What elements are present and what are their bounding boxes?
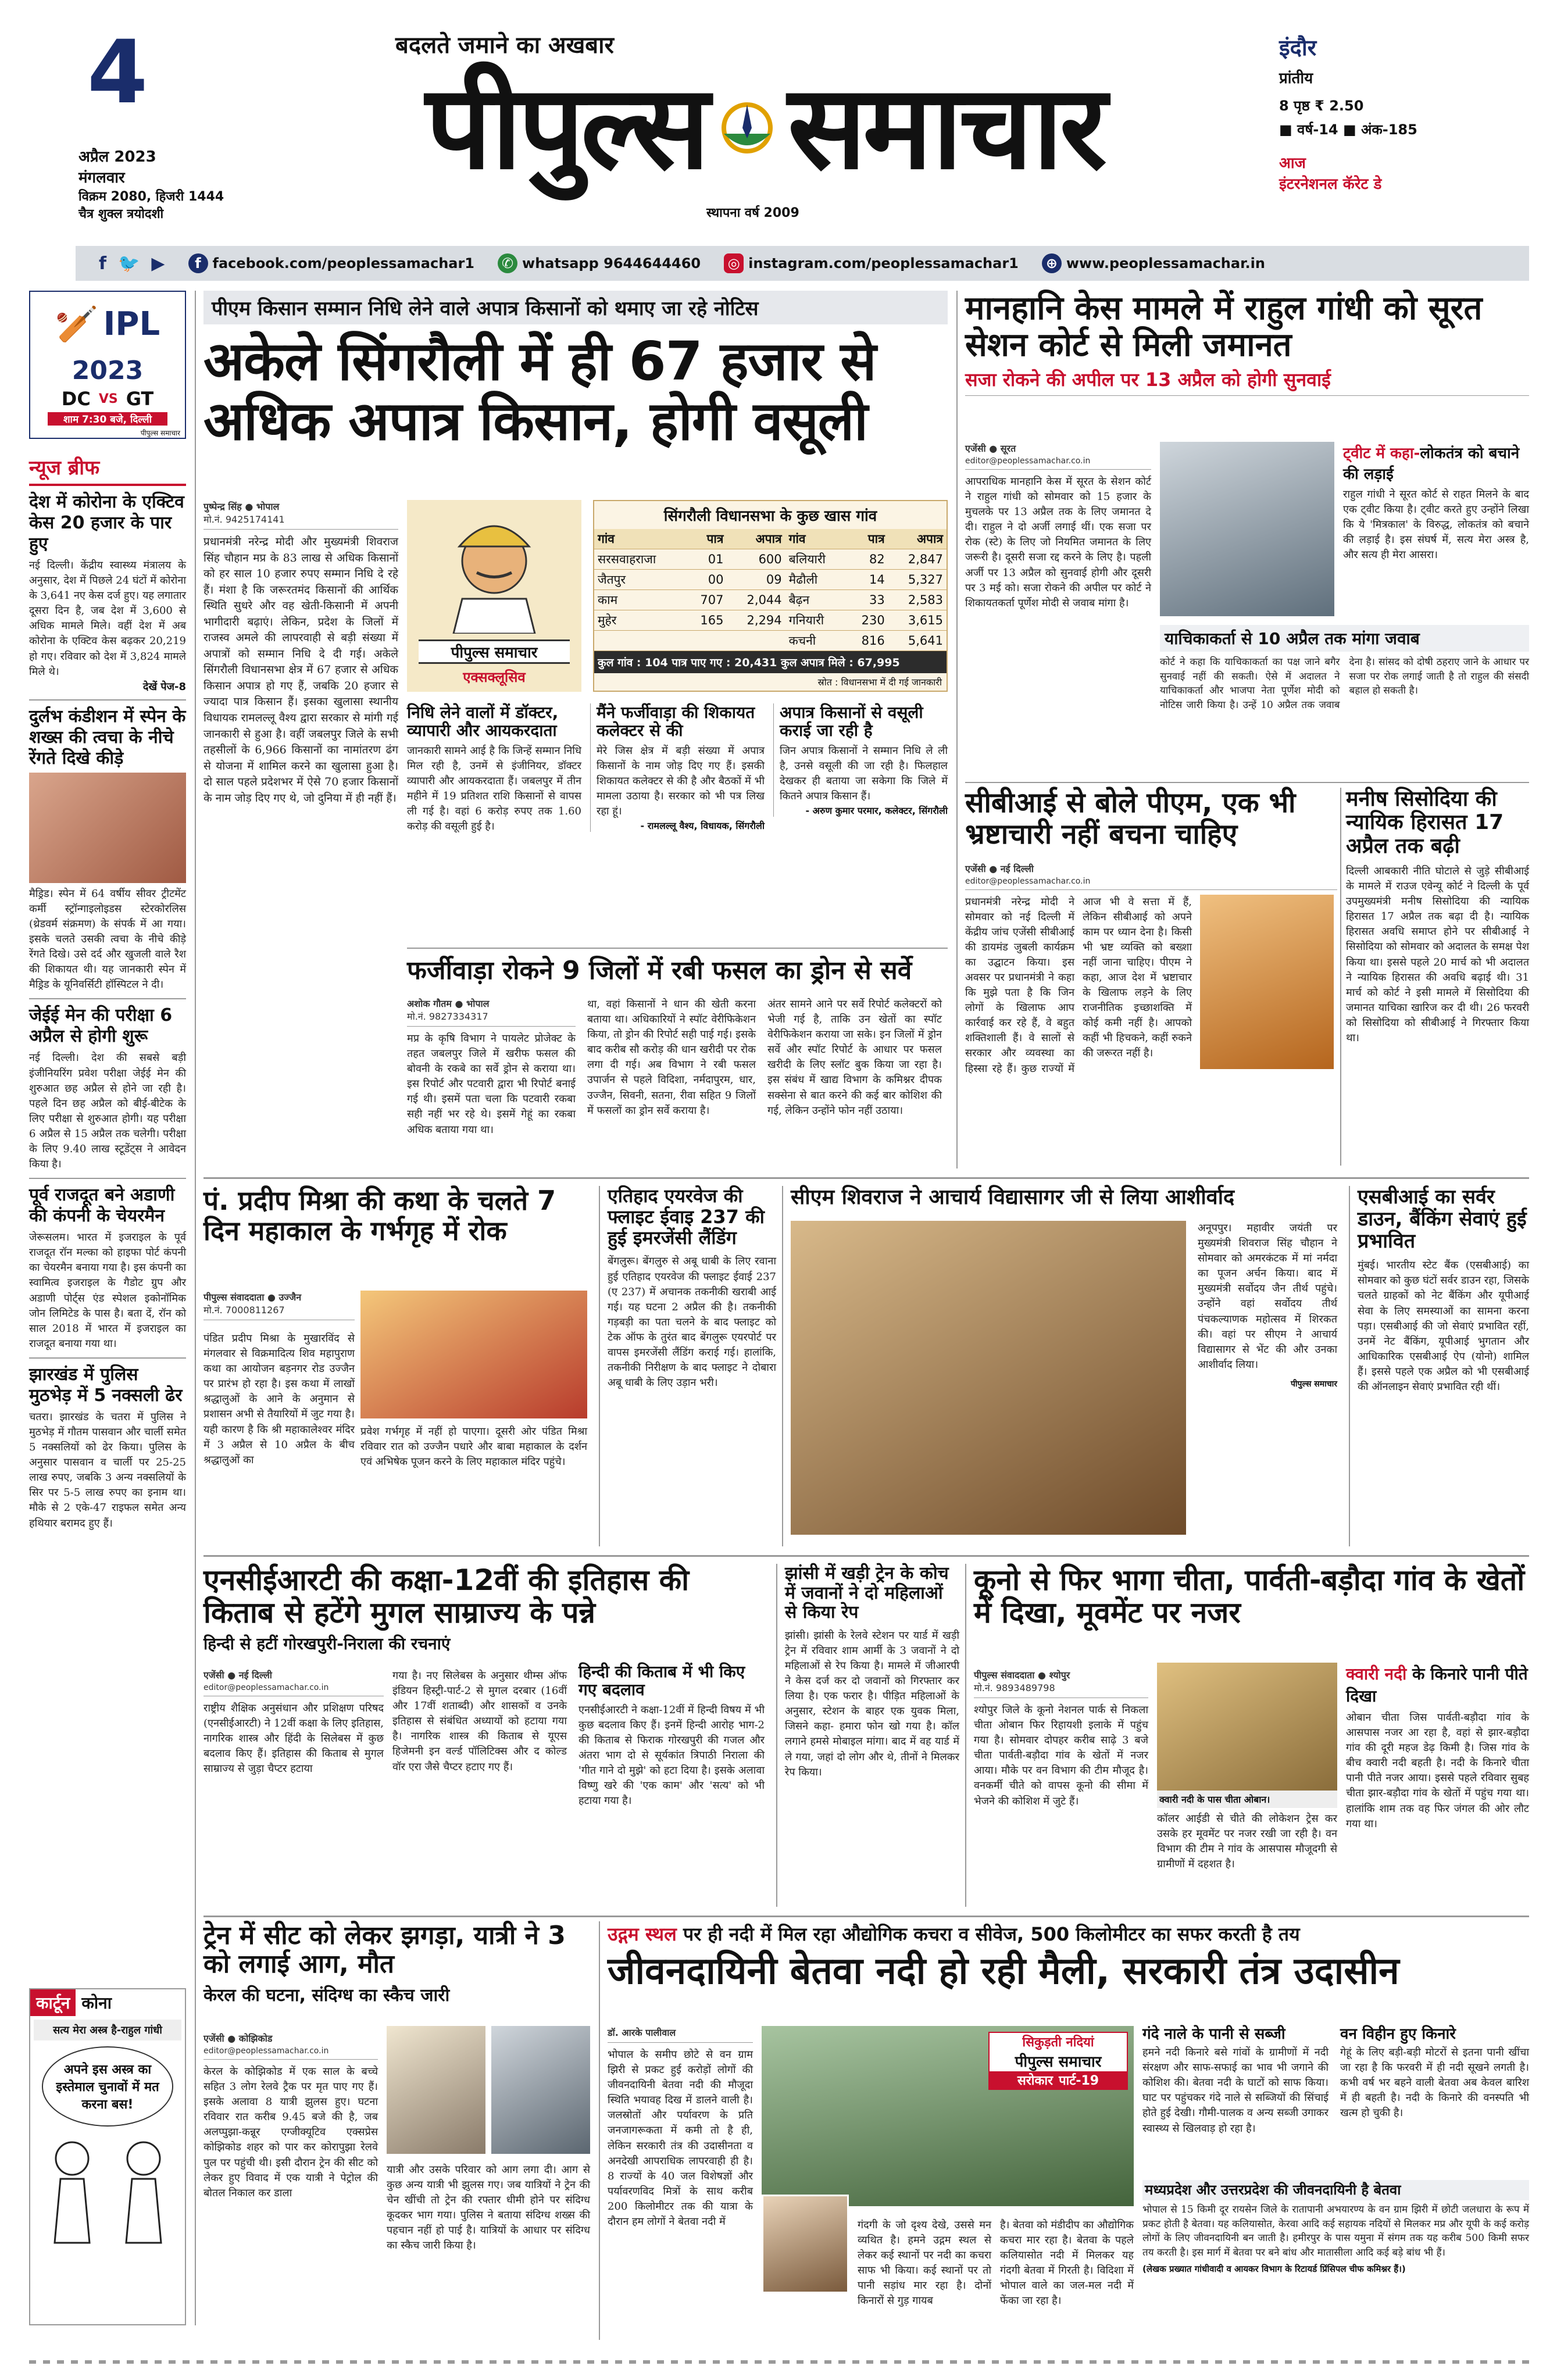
cheetah-photo bbox=[1157, 1663, 1337, 1791]
tagline: बदलते जमाने का अखबार bbox=[395, 32, 614, 59]
edition-price: 8 पृष्ठ ₹ 2.50 bbox=[1279, 98, 1364, 114]
drone-col1-text: मप्र के कृषि विभाग ने पायलेट प्रोजेक्ट के तहत जबलपुर जिले में खरीफ फसल की बोवनी के रकबे का सर्वे ड्रोन से कराया था। इस रिपोर्ट और पटवारी द्वारा भी रिपोर्ट बनाई गई थी। इसमें पता चला कि पटवारी रकबा सही नहीं भर रहे थे। इसमें गेहूं का रकबा अधिक बताया गया था। bbox=[407, 1032, 576, 1136]
cartoon-caption: सत्य मेरा अस्त्र है-राहुल गांधी bbox=[34, 2020, 181, 2040]
table-row bbox=[594, 631, 947, 651]
column-divider bbox=[599, 1921, 600, 2340]
rahul-article bbox=[965, 291, 1529, 779]
edition-type: प्रांतीय bbox=[1279, 70, 1313, 87]
column-divider bbox=[965, 1564, 966, 1907]
table-cell: बलियारी bbox=[785, 549, 847, 570]
train-col1-text: केरल के कोझिकोड में एक साल के बच्चे सहित 3 लोग रेलवे ट्रैक पर मृत पाए गए हैं। इसके अलावा 8 यात्री झुलस हुए। घटना रविवार रात करीब 9.45 बजे की है, जब अलप्पुझा-कन्नूर एग्जीक्यूटिव एक्सप्रेस कोझिकोड शहर को पार कर कोरापुझा रेलवे पुल पर पहुंची थी। इसी दौरान ट्रेन की सीट को लेकर हुए विवाद में एक यात्री ने पेट्रोल की बोतल निकाल कर डाला bbox=[203, 2065, 378, 2199]
twitter-icon[interactable]: 🐦 bbox=[118, 253, 140, 274]
table-cell: 707 bbox=[685, 590, 727, 610]
betwa-side1-title: गंदे नाले के पानी से सब्जी bbox=[1142, 2025, 1285, 2043]
table-cell: बैढ़न bbox=[785, 590, 847, 610]
train-subhead: केरल की घटना, संदिग्ध का स्कैच जारी bbox=[203, 1985, 450, 2006]
rahul-text bbox=[965, 442, 1151, 611]
whatsapp-link-text: whatsapp 9644644460 bbox=[522, 255, 701, 271]
betwa-col-1 bbox=[608, 2026, 753, 2229]
rahul-tweet-box bbox=[1343, 442, 1529, 563]
column-divider bbox=[195, 291, 196, 2325]
betwa-side3-title: मध्यप्रदेश और उत्तरप्रदेश की जीवनदायिनी है बेतवा bbox=[1142, 2180, 1529, 2200]
betwa-body-2: गंदगी के जो दृश्य देखे, उससे मन व्यथित है। हमने उद्गम स्थल से लेकर कई स्थानों पर नदी का कचरा साफ भी किया। कई स्थानों पर तो पानी सड़ांध मार रहा है। दोनों किनारों से गुड़ गायब bbox=[858, 2219, 991, 2307]
brief-item bbox=[29, 999, 186, 1179]
cartoon-label-2: कोना bbox=[81, 1993, 112, 2013]
column-divider bbox=[599, 1186, 600, 1546]
masthead-date: अप्रैल 2023 bbox=[78, 148, 156, 166]
betwa-kicker bbox=[608, 1921, 1529, 1946]
ncert-col1-text: राष्ट्रीय शैक्षिक अनुसंधान और प्रशिक्षण परिषद (एनसीईआरटी) ने 12वीं कक्षा के लिए इतिहास, नागरिक शास्त्र और हिंदी के सिलेबस में कुछ बदलाव किए हैं। इतिहास की किताब से मुगल साम्राज्य से जुड़ा चैप्टर हटाया bbox=[203, 1702, 384, 1775]
column-divider bbox=[776, 1564, 777, 1907]
kuno-byline bbox=[974, 1668, 1148, 1698]
kisan-sub3 bbox=[773, 703, 948, 817]
ipl-team1: DC bbox=[61, 388, 91, 410]
logo-right-word: समाचार bbox=[787, 60, 1104, 195]
drone-col-1 bbox=[407, 997, 576, 1138]
website-link-text: www.peoplessamachar.in bbox=[1066, 255, 1265, 271]
kisan-sub3-body: जिन अपात्र किसानों ने सम्मान निधि ले ली है, उनसे वसूली की जा रही है। फिलहाल देखकर ही बताया जा सकेगा कि जिले में कितने अपात्र किसान हैं। bbox=[780, 744, 948, 802]
pen-emblem-icon bbox=[712, 93, 782, 163]
table-row bbox=[594, 610, 947, 631]
kuno-byline-name: पीपुल्स संवाददाता ● श्योपुर bbox=[974, 1670, 1070, 1681]
today-event: इंटरनेशनल कॅरेट डे bbox=[1279, 176, 1382, 193]
betwa-kicker-red: उद्गम स्थल bbox=[608, 1923, 677, 1945]
cbi-byline bbox=[965, 862, 1337, 890]
divider bbox=[407, 948, 948, 949]
shivraj-credit: पीपुल्स समाचार bbox=[1290, 1379, 1337, 1389]
brief-item bbox=[29, 486, 186, 701]
rahul-byline-name: एजेंसी ● सूरत bbox=[965, 443, 1016, 454]
village-table-total: कुल गांव : 104 पात्र पाए गए : 20,431 कुल अपात्र मिले : 67,995 bbox=[594, 651, 947, 673]
news-brief-column bbox=[29, 453, 186, 1537]
kuno-article bbox=[974, 1564, 1529, 1907]
table-cell: 5,327 bbox=[888, 570, 947, 590]
train-col2-text: यात्री और उसके परिवार को आग लगा दी। आग से कुछ अन्य यात्री भी झुलस गए। जब यात्रियों ने ट्रेन की चेन खींची तो ट्रेन की रफ्तार धीमी होने पर संदिग्ध कूदकर भाग गया। पुलिस ने बताया संदिग्ध शख्स की पहचान नहीं हो पाई है। यात्रियों के आधार पर संदिग्ध का स्कैच जारी किया है। bbox=[387, 2164, 590, 2252]
globe-icon: ⊕ bbox=[1042, 253, 1062, 273]
drone-col3-text: अंतर सामने आने पर सर्वे रिपोर्ट कलेक्टरों को भेजी गई है, ताकि उन खेतों का स्पॉट वेरीफिकेशन कराया जा सके। इन जिलों में ड्रोन सर्वे और स्पॉट रिपोर्ट के आधार पर फसल खरीदी के लिए स्लॉट बुक किया जा रहा है। इस संबंध में खाद्य विभाग के कमिश्नर दीपक सक्सेना से बात करने की कई बार कोशिश की गई, लेकिन उन्होंने फोन नहीं उठाया। bbox=[767, 998, 942, 1117]
table-row bbox=[594, 549, 947, 570]
cartoon-figure-right-icon bbox=[115, 2138, 173, 2249]
brief-title: पूर्व राजदूत बने अडाणी की कंपनी के चेयरमैन bbox=[29, 1185, 175, 1227]
divider bbox=[203, 1177, 1529, 1179]
train-email: editor@peoplessamachar.co.in bbox=[203, 2046, 329, 2056]
shivraj-text bbox=[1198, 1221, 1337, 1389]
table-header-cell: अपात्र bbox=[727, 529, 785, 549]
kuno-byline-mobile: मो.नं. 9893489798 bbox=[974, 1682, 1055, 1693]
ipl-player-icon: 🏏 bbox=[55, 303, 99, 345]
village-table-header bbox=[594, 529, 947, 549]
brief-title: झारखंड में पुलिस मुठभेड़ में 5 नक्सली ढेर bbox=[29, 1364, 183, 1406]
kuno-sidebar-title-red: क्वारी नदी bbox=[1346, 1664, 1407, 1684]
brief-title: देश में कोरोना के एक्टिव केस 20 हजार के पार हुए bbox=[29, 492, 184, 554]
betwa-side1-body: हमने नदी किनारे बसे गांवों के ग्रामीणों में नदी संरक्षण और साफ-सफाई का भाव भी जगाने की कोशिश की। बेतवा नदी के घाटों को साफ किया। घाट पर पहुंचकर गंदे नाले से सब्जियों की सिंचाई होते हुई देखी। गौमी-पालक व अन्य सब्जी उगाकर स्वास्थ्य से खिलवाड़ हो रहा है। bbox=[1142, 2046, 1329, 2135]
edition-block bbox=[1279, 32, 1523, 194]
betwa-photo-block bbox=[762, 2026, 1134, 2206]
edition-city: इंदौर bbox=[1279, 35, 1317, 60]
kuno-col-1 bbox=[974, 1668, 1148, 1809]
divider bbox=[203, 1555, 1529, 1557]
page-bottom-rule bbox=[29, 2360, 1529, 2364]
table-cell bbox=[727, 631, 785, 651]
betwa-headline: जीवनदायिनी बेतवा नदी हो रही मैली, सरकारी तंत्र उदासीन bbox=[608, 1950, 1399, 1993]
skin-worm-photo bbox=[29, 773, 186, 883]
table-cell bbox=[685, 631, 727, 651]
betwa-side-1 bbox=[1142, 2026, 1329, 2136]
pradeep-byline-name: पीपुल्स संवाददाता ● उज्जैन bbox=[203, 1292, 302, 1303]
kuno-sidebar-body: ओबान चीता जिस पार्वती-बड़ौदा गांव के आसपास नजर आ रहा है, वहां से झार-बड़ौदा गांव की दूरी महज डेढ़ किमी है। जिस गांव के बीच क्वारी नदी बहती है। नदी के किनारे चीता पानी पीते नजर आया। इससे पहले रविवार सुबह चीता झार-बड़ौदा गांव के खेतों में पहुंच गया था। हालांकि शाम तक वह फिर जंगल की ओर लौट गया था। bbox=[1346, 1711, 1529, 1830]
table-row bbox=[594, 570, 947, 590]
table-cell: मैढौली bbox=[785, 570, 847, 590]
brief-item bbox=[29, 1179, 186, 1359]
whatsapp-icon: ✆ bbox=[498, 253, 517, 273]
table-header-cell: पात्र bbox=[685, 529, 727, 549]
cartoon-label: कार्टून bbox=[30, 1989, 76, 2016]
ncert-col2-text: गया है। नए सिलेबस के अनुसार थीम्स ऑफ इंडियन हिस्ट्री-पार्ट-2 से मुगल दरबार (16वीं और 17वीं शताब्दी) और शासकों व उनके इतिहास से संबंधित अध्यायों को हटाया गया है। नागरिक शास्त्र की किताब से यूएस हिजेमनी इन वर्ल्ड पॉलिटिक्स और द कोल्ड वॉर एरा जैसे चैप्टर हटाए गए हैं। bbox=[392, 1670, 567, 1773]
modi-photo bbox=[1200, 895, 1334, 1069]
rahul-photo bbox=[1160, 442, 1334, 616]
divider bbox=[203, 1916, 1529, 1917]
ncert-article bbox=[203, 1564, 767, 1907]
kisan-sub1-body: जानकारी सामने आई है कि जिन्हें सम्मान निधि मिल रही है, उनमें से इंजीनियर, डॉक्टर व्यापारी और आयकरदाता हैं। जबलपुर में तीन महीने में 19 प्रतिशत राशि किसानों से वापस ली गई है। वहां 6 करोड़ रुपए तक 1.60 करोड़ की वसूली हुई है। bbox=[407, 744, 581, 833]
table-cell: जैतपुर bbox=[594, 570, 685, 590]
kisan-sub2-body: मेरे जिस क्षेत्र में बड़ी संख्या में अपात्र किसानों के नाम जोड़ दिए गए हैं। इसकी शिकायत कलेक्टर से की है और बैठकों में भी मामला उठाया है। सरकार को भी पत्र लिख रहा हूं। bbox=[597, 744, 765, 818]
brief-body: चतरा। झारखंड के चतरा में पुलिस ने मुठभेड़ में गौतम पासवान और चार्ली समेत 5 नक्सलियों को ढेर किया। पुलिस के अनुसार पासवान व चार्ली पर 25-25 लाख रुपए, जबकि 3 अन्य नक्सलियों के सिर पर 5-5 लाख रुपए का इनाम था। मौके से 2 एके-47 राइफल समेत अन्य हथियार बरामद हुए हैं। bbox=[29, 1410, 186, 1530]
ipl-vs: VS bbox=[98, 391, 118, 406]
table-cell: 14 bbox=[846, 570, 888, 590]
rahul-box bbox=[1160, 625, 1529, 713]
table-cell: 09 bbox=[727, 570, 785, 590]
jhansi-body: झांसी। झांसी के रेलवे स्टेशन पर यार्ड में खड़ी ट्रेन में रविवार शाम आर्मी के 3 जवानों ने दो महिलाओं से रेप किया है। मामले में जीआरपी ने केस दर्ज कर दो जवानों को गिरफ्तार कर लिया है। एक फरार है। पीड़ित महिलाओं के अनुसार, स्टेशन के बाहर एक युवक मिला, जिसने कहा- हमारा फोन खो गया है। कॉल लगाने हमसे मोबाइल मांगा। बाद में वह यार्ड में ले गया, जहां दो लोग और थे, तीनों ने मिलकर रेप किया। bbox=[785, 1629, 959, 1778]
facebook-icon[interactable]: f bbox=[99, 253, 107, 274]
masthead-day: मंगलवार bbox=[78, 169, 125, 187]
table-header-cell: गांव bbox=[785, 529, 847, 549]
kuno-photo-block bbox=[1157, 1663, 1337, 1872]
cbi-byline-name: एजेंसी ● नई दिल्ली bbox=[965, 863, 1034, 874]
kuno-body-2: कॉलर आईडी से चीते की लोकेशन ट्रेस कर उसके हर मूवमेंट पर नजर रखी जा रही है। वन विभाग की टीम ने गांव के आसपास मौजूदगी से ग्रामीणों में दहशत है। bbox=[1157, 1813, 1337, 1871]
column-divider bbox=[956, 291, 958, 1168]
train-article bbox=[203, 1921, 593, 2340]
brief-body: जेरूसलम। भारत में इजराइल के पूर्व राजदूत रॉन मल्का को हाइफा पोर्ट कंपनी का चेयरमैन बनाया गया है। इस कंपनी का स्वामित्व इजराइल के गैडोट ग्रुप और अडाणी पोर्ट्स एंड स्पेशल इकोनॉमिक जोन लिमिटेड के पास है। बता दें, रॉन को साल 2018 में भारत में इजराइल का राजदूत बनाया गया था। bbox=[29, 1231, 186, 1350]
farmer-illustration-icon bbox=[407, 500, 581, 634]
column-divider bbox=[782, 1186, 783, 1546]
drone-col2-text: था, वहां किसानों ने धान की खेती करना बताया था। अधिकारियों ने स्पॉट वेरीफिकेशन किया, तो ड्रोन की रिपोर्ट सही पाई गई। इसके बाद करीब सौ करोड़ की धान खरीदी पर रोक लगा दी गई। अब विभाग ने रबी फसल उपार्जन से पहले विदिशा, नर्मदापुरम, धार, उज्जैन, सिवनी, सतना, रीवा सहित 9 जिलों में फसलों का ड्रोन सर्वे कराया है। bbox=[587, 998, 756, 1117]
cartoon-speech-bubble: अपने इस अस्त्र का इस्तेमाल चुनावों में मत करना बस! bbox=[42, 2046, 173, 2127]
cbi-email: editor@peoplessamachar.co.in bbox=[965, 876, 1091, 886]
rahul-tweet-title: लोकतंत्र को बचाने की लड़ाई bbox=[1343, 445, 1520, 483]
table-cell: 2,847 bbox=[888, 549, 947, 570]
drone-byline-mobile: मो.नं. 9827334317 bbox=[407, 1011, 488, 1022]
ipl-box bbox=[29, 291, 186, 439]
table-cell: 2,583 bbox=[888, 590, 947, 610]
betwa-kicker-text: पर ही नदी में मिल रहा औद्योगिक कचरा व सीवेज, 500 किलोमीटर का सफर करती है तय bbox=[676, 1923, 1300, 1945]
table-cell: 01 bbox=[685, 549, 727, 570]
kisan-sub2-sign: - रामलल्लू वैश्य, विधायक, सिंगरौली bbox=[640, 820, 765, 832]
kisan-sub3-sign: - अरुण कुमार परमार, कलेक्टर, सिंगरौली bbox=[805, 805, 948, 817]
facebook-link[interactable] bbox=[188, 253, 475, 273]
sisodia-headline: मनीष सिसोदिया की न्यायिक हिरासत 17 अप्रैल तक बढ़ी bbox=[1346, 787, 1504, 858]
pradeep-col-1 bbox=[203, 1291, 355, 1325]
ipl-logo bbox=[30, 292, 185, 356]
series-brand: पीपुल्स समाचार bbox=[1015, 2053, 1102, 2071]
table-cell: कचनी bbox=[785, 631, 847, 651]
kuno-sidebar-title: के किनारे पानी पीते दिखा bbox=[1346, 1664, 1528, 1706]
suspect-sketch bbox=[387, 2026, 485, 2154]
drone-byline bbox=[407, 997, 576, 1027]
series-badge-label: सरोकार bbox=[1017, 2074, 1054, 2088]
table-cell: काम bbox=[594, 590, 685, 610]
cartoon-drawing bbox=[30, 2132, 185, 2249]
table-row bbox=[594, 590, 947, 610]
sbi-body: मुंबई। भारतीय स्टेट बैंक (एसबीआई) का सोमवार को कुछ घंटों सर्वर डाउन रहा, जिसके चलते ग्राहकों को नेट बैंकिंग और यूपीआई सेवा के लिए समस्याओं का सामना करना पड़ा। एसबीआई की जो सेवाएं प्रभावित रहीं, उनमें नेट बैंकिंग, यूपीआई भुगतान और आधिकारिक एसबीआई ऐप (योनो) शामिल हैं। इससे पहले एक अप्रैल को भी एसबीआई की ऑनलाइन सेवाएं प्रभावित रही थीं। bbox=[1358, 1259, 1529, 1393]
kisan-illustration bbox=[407, 500, 581, 692]
drone-article bbox=[407, 956, 948, 1171]
pradeep-article bbox=[203, 1186, 593, 1546]
brief-body: मैड्रिड। स्पेन में 64 वर्षीय सीवर ट्रीटमेंट कर्मी स्ट्रॉन्गाइलोइडस स्टेरकोरलिस (थ्रेडवर्म संक्रमण) के संपर्क में आ गया। इसके चलते उसकी त्वचा के नीचे कीड़े रेंगते दिखे। उसे दर्द और खुजली वाले रैश की शिकायत थी। यह जानकारी स्पेन में मैड्रिड के यूनिवर्सिटी हॉस्पिटल ने दी। bbox=[29, 887, 186, 991]
cbi-headline: सीबीआई से बोले पीएम, एक भी भ्रष्टाचारी नहीं बचना चाहिए bbox=[965, 787, 1296, 850]
newspaper-logo bbox=[273, 55, 1256, 201]
table-cell bbox=[594, 631, 685, 651]
masthead-tithi: चैत्र शुक्ल त्रयोदशी bbox=[78, 207, 164, 221]
news-brief-heading: न्यूज ब्रीफ bbox=[29, 453, 186, 486]
kisan-byline bbox=[203, 500, 398, 530]
kisan-body: प्रधानमंत्री नरेन्द्र मोदी और मुख्यमंत्री शिवराज सिंह चौहान मप्र के 83 लाख से अधिक किसानों को हर साल 10 हजार रुपए सम्मान निधि दे रहे हैं। मंशा है कि जरूरतमंद किसानों की आर्थिक स्थिति सुधरे और वह खेती-किसानी में अपनी भागीदारी बढ़ाएं। लेकिन, प्रदेश के जिलों में राजस्व अमले की लापरवाही से बड़ी संख्या में अपात्रों को सम्मान निधि दे दी गई। अकेले सिंगरौली विधानसभा क्षेत्र में 67 हजार से अधिक किसान अपात्र हो गए हैं, जबकि 20 हजार से ज्यादा पात्र किसान हैं। इसका खुलासा स्थानीय विधायक रामलल्लू वैश्य द्वारा सरकार से मांगी गई जानकारी से हुआ है। वहीं जबलपुर जिले के सभी तहसीलों के 6,966 किसानों का नामांतरण ढंग से योजना में शामिल करने का खुलासा हुआ है। दो साल पहले प्रदेशभर में ऐसे 70 हजार किसानों के नाम जोड़ दिए गए थे, जो दुनिया में ही नहीं हैं। bbox=[203, 535, 398, 805]
cartoon-box bbox=[29, 1988, 186, 2325]
ipl-year: 2023 bbox=[72, 356, 144, 385]
kisan-main-text bbox=[203, 500, 398, 806]
ncert-headline: एनसीईआरटी की कक्षा-12वीं की इतिहास की किताब से हटेंगे मुगल साम्राज्य के पन्ने bbox=[203, 1563, 690, 1629]
village-table-box bbox=[593, 500, 948, 692]
table-cell: 2,044 bbox=[727, 590, 785, 610]
logo-left-word: पीपुल्स bbox=[425, 60, 706, 195]
page-number bbox=[87, 22, 148, 123]
kisan-sub3-title: अपात्र किसानों से वसूली कराई जा रही है bbox=[780, 703, 923, 741]
shivraj-headline: सीएम शिवराज ने आचार्य विद्यासागर जी से लिया आशीर्वाद bbox=[791, 1185, 1235, 1209]
village-table-title: सिंगरौली विधानसभा के कुछ खास गांव bbox=[663, 508, 877, 525]
ncert-subhead: हिन्दी से हटीं गोरखपुरी-निराला की रचनाएं bbox=[203, 1634, 451, 1653]
rahul-email: editor@peoplessamachar.co.in bbox=[965, 456, 1091, 466]
kisan-sub2 bbox=[590, 703, 765, 832]
series-title: सिकुड़ती नदियां bbox=[1022, 2035, 1094, 2050]
rahul-box-body: कोर्ट ने कहा कि याचिकाकर्ता का पक्ष जाने बगैर सुनवाई नहीं की सकती। ऐसे में अदालत ने याचिकाकर्ता और भाजपा नेता पूर्णेश मोदी को नोटिस जारी किया है। उन्हें 10 अप्रैल तक जवाब देना है। सांसद को दोषी ठहराए जाने के आधार पर सजा पर रोक लगाई जाती है तो राहुल की संसदी बहाल हो सकती है। bbox=[1160, 656, 1529, 711]
brief-body: नई दिल्ली। केंद्रीय स्वास्थ्य मंत्रालय के अनुसार, देश में पिछले 24 घंटों में कोरोना के 3,641 नए केस दर्ज हुए। यह लगातार दूसरा दिन है, जब देश में 3,600 से अधिक मामले मिले। वहीं देश में अब कोरोना के एक्टिव केस बढ़कर 20,219 हो गए। रविवार को देश में 3,824 मामले मिले थे। bbox=[29, 559, 186, 678]
edition-volume: ■ वर्ष-14 ■ अंक-185 bbox=[1279, 121, 1417, 138]
social-icons-group bbox=[99, 253, 165, 274]
ncert-email: editor@peoplessamachar.co.in bbox=[203, 1683, 329, 1692]
shivraj-photo bbox=[791, 1221, 1186, 1535]
sisodia-body: दिल्ली आबकारी नीति घोटाले से जुड़े सीबीआई के मामले में राउज एवेन्यू कोर्ट ने दिल्ली के पूर्व उपमुख्यमंत्री मनीष सिसोदिया की न्यायिक हिरासत 17 अप्रैल तक बढ़ा दी है। न्यायिक हिरासत अवधि समाप्त होने पर सीबीआई ने सिसोदिया को सोमवार को अदालत के समक्ष पेश किया था। इससे पहले 20 मार्च को भी अदालत ने न्यायिक हिरासत की अवधि बढ़ाई थी। 31 मार्च को कोर्ट ने इसी मामले में सिसोदिया की जमानत याचिका खारिज कर दी थी। 26 फरवरी को सिसोदिया को सीबीआई ने गिरफ्तार किया था। bbox=[1346, 864, 1529, 1044]
ncert-sidebar bbox=[578, 1663, 765, 1809]
betwa-body-1: भोपाल के समीप छोटे से वन ग्राम झिरी से प्रकट हुई करोड़ों लोगों की जीवनदायिनी बेतवा नदी की मौजूदा स्थिति भयावह दिख में डालने वाली है। जलस्रोतों और पर्यावरण के प्रति जनजागरूकता में कमी तो है ही, लेकिन सरकारी तंत्र की उदासीनता व अनदेखी आपराधिक लापरवाही ही है। 8 राज्यों के 40 जल विशेषज्ञों और पर्यावरणविद मित्रों के साथ करीब 200 किलोमीटर तक की यात्रा के दौरान हम लोगों ने बेतवा नदी में bbox=[608, 2049, 753, 2228]
founded-year: स्थापना वर्ष 2009 bbox=[706, 206, 799, 220]
ncert-byline bbox=[203, 1668, 384, 1696]
table-cell: 816 bbox=[846, 631, 888, 651]
kisan-exclusive-tag: एक्सक्लूसिव bbox=[463, 669, 526, 685]
pradeep-col1-text: पंडित प्रदीप मिश्रा के मुखारविंद से मंगलवार से विक्रमादित्य शिव महापुराण कथा का आयोजन बड़नगर रोड उज्जैन पर प्रारंभ हो रहा है। इस कथा में लाखों श्रद्धालुओं के आने के अनुमान से प्रशासन अभी से तैयारियों में जुट गया है। यही कारण है कि श्री महाकालेश्वर मंदिर में 3 अप्रैल से 10 अप्रैल के बीच श्रद्धालुओं का bbox=[203, 1332, 355, 1466]
drone-byline-name: अशोक गौतम ● भोपाल bbox=[407, 998, 490, 1009]
cbi-body-row bbox=[965, 895, 1337, 1077]
betwa-side2-body: गेहूं के लिए बड़ी-बड़ी मोटरों से इतना पानी खींचा जा रहा है कि फरवरी में ही नदी सूखने लगती है। कभी वर्ष भर बहने वाली बेतवा अब केवल बारिश में ही बहती है। नदी के किनारे की वनस्पति भी खत्म हो चुकी है। bbox=[1340, 2046, 1529, 2120]
etihad-article bbox=[608, 1186, 776, 1546]
brief-body: नई दिल्ली। देश की सबसे बड़ी इंजीनियरिंग प्रवेश परीक्षा जेईई मेन की शुरुआत छह अप्रैल से होने जा रही है। पहले दिन छह अप्रैल को बीई-बीटेक के लिए परीक्षा से शुरुआत होगी। यह परीक्षा 6 अप्रैल से 15 अप्रैल तक चलेगी। परीक्षा के लिए 9.40 लाख स्टूडेंट्स ने आवेदन किया है। bbox=[29, 1052, 186, 1171]
kisan-art-label: पीपुल्स समाचार bbox=[419, 639, 570, 664]
table-cell: गनियारी bbox=[785, 610, 847, 631]
kisan-kicker: पीएम किसान सम्मान निधि लेने वाले अपात्र किसानों को थमाए जा रहे नोटिस bbox=[203, 291, 948, 324]
rahul-tweet-body: राहुल गांधी ने सूरत कोर्ट से राहत मिलने के बाद एक ट्वीट किया है। ट्वीट करते हुए उन्होंने लिखा कि ये 'मित्रकाल' के विरुद्ध, लोकतंत्र को बचाने की लड़ाई है। इस संघर्ष में, सत्य मेरा अस्त्र है, और सत्य ही मेरा आसरा। bbox=[1343, 488, 1529, 562]
rahul-tweet-label: ट्वीट में कहा- bbox=[1343, 445, 1420, 462]
betwa-article bbox=[608, 1921, 1529, 2352]
masthead-samvat: विक्रम 2080, हिजरी 1444 bbox=[78, 190, 224, 204]
mahakal-photo bbox=[360, 1291, 587, 1418]
table-header-cell: अपात्र bbox=[888, 529, 947, 549]
divider bbox=[965, 782, 1529, 783]
table-cell: 00 bbox=[685, 570, 727, 590]
brief-title: दुर्लभ कंडीशन में स्पेन के शख्स की त्वचा के नीचे रेंगते दिखे कीड़े bbox=[29, 706, 186, 769]
shivraj-article bbox=[791, 1186, 1343, 1546]
train-byline-name: एजेंसी ● कोझिकोड bbox=[203, 2033, 273, 2044]
village-table bbox=[594, 529, 947, 651]
ipl-credit: पीपुल्स समाचार bbox=[140, 429, 180, 437]
series-part: पार्ट-19 bbox=[1059, 2074, 1099, 2088]
youtube-icon[interactable]: ▶ bbox=[151, 253, 165, 274]
cartoon-figure-left-icon bbox=[43, 2138, 101, 2249]
ncert-col-1 bbox=[203, 1668, 384, 1777]
masthead-date-block bbox=[78, 145, 247, 222]
train-photo bbox=[491, 2026, 590, 2154]
ncert-byline-name: एजेंसी ● नई दिल्ली bbox=[203, 1670, 272, 1681]
betwa-side-2 bbox=[1340, 2026, 1529, 2121]
table-cell: सरसवाहराजा bbox=[594, 549, 685, 570]
ipl-team2: GT bbox=[126, 388, 154, 410]
kisan-sub1-title: निधि लेने वालों में डॉक्टर, व्यापारी और आयकरदाता bbox=[407, 703, 559, 741]
kisan-byline-mobile: मो.नं. 9425174141 bbox=[203, 514, 285, 525]
rahul-body: आपराधिक मानहानि केस में सूरत के सेशन कोर्ट ने राहुल गांधी को सोमवार को 15 हजार के मुचलके पर 13 अप्रैल तक के लिए जमानत दे दी। राहुल ने दो अर्जी लगाई थीं। एक सजा पर रोक (स्टे) के लिए जो नियमित जमानत के लिए जरूरी है। दूसरी सजा रद्द करने के लिए है। पहली अर्जी पर 13 अप्रैल को सुनवाई होगी और दूसरी पर 3 मई को। सजा रोकने की अपील पर कोर्ट ने शिकायतकर्ता पूर्णेश मोदी से जवाब मांगा है। bbox=[965, 476, 1151, 609]
train-byline bbox=[203, 2032, 378, 2060]
cartoon-header bbox=[30, 1989, 185, 2016]
kisan-byline-name: पुष्पेन्द्र सिंह ● भोपाल bbox=[203, 501, 280, 512]
author-photo bbox=[762, 2195, 849, 2293]
social-bar bbox=[76, 246, 1529, 281]
kuno-sidebar bbox=[1346, 1663, 1529, 1832]
jhansi-headline: झांसी में खड़ी ट्रेन के कोच में जवानों ने दो महिलाओं से किया रेप bbox=[785, 1563, 949, 1623]
sisodia-article bbox=[1346, 788, 1529, 1171]
ipl-match bbox=[30, 388, 185, 410]
table-cell: 5,641 bbox=[888, 631, 947, 651]
betwa-side2-title: वन विहीन हुए किनारे bbox=[1340, 2025, 1456, 2043]
table-header-cell: पात्र bbox=[846, 529, 888, 549]
ncert-sidebar-body: एनसीईआरटी ने कक्षा-12वीं में हिन्दी विषय में भी कुछ बदलाव किए हैं। इनमें हिन्दी आरोह भाग-2 की किताब से फिराक गोरखपुरी की गजल और अंतरा भाग दो से सूर्यकांत त्रिपाठी निराला की 'गीत गाने दो मुझे' को हटा दिया है। इसके अलावा विष्णु खरे की 'एक काम' और 'सत्य' को भी हटाया गया है। bbox=[578, 1703, 765, 1807]
table-cell: 82 bbox=[846, 549, 888, 570]
sbi-headline: एसबीआई का सर्वर डाउन, बैंकिंग सेवाएं हुई प्रभावित bbox=[1358, 1185, 1527, 1253]
today-label: आज bbox=[1279, 155, 1306, 172]
cheetah-photo-caption: क्वारी नदी के पास चीता ओबान। bbox=[1157, 1791, 1337, 1808]
jhansi-article bbox=[785, 1564, 959, 1907]
instagram-link-text: instagram.com/peoplessamachar1 bbox=[748, 255, 1019, 271]
facebook-link-text: facebook.com/peoplessamachar1 bbox=[212, 255, 475, 271]
series-badge-footer bbox=[990, 2071, 1127, 2089]
brief-item bbox=[29, 1359, 186, 1537]
pradeep-byline-mobile: मो.नं. 7000811267 bbox=[203, 1305, 285, 1316]
rahul-tweet-heading bbox=[1343, 442, 1529, 484]
table-cell: 230 bbox=[846, 610, 888, 631]
kuno-body: श्योपुर जिले के कूनो नेशनल पार्क से निकला चीता ओबान फिर रिहायशी इलाके में पहुंच गया है। सोमवार दोपहर करीब साढ़े 3 बजे चीता पार्वती-बड़ौदा गांव के खेतों में नजर आया। मौके पर वन विभाग की टीम मौजूद है। वनकर्मी चीते को वापस कूनो की सीमा में भेजने की कोशिश में जुटे हैं। bbox=[974, 1704, 1148, 1807]
pradeep-col2-text: प्रवेश गर्भगृह में नहीं हो पाएगा। दूसरी ओर पंडित मिश्रा रविवार रात को उज्जैन पधारे और बाबा महाकाल के दर्शन एवं अभिषेक पूजन करने के लिए महाकाल मंदिर पहुंचे। bbox=[360, 1425, 587, 1468]
train-headline: ट्रेन में सीट को लेकर झगड़ा, यात्री ने 3 को लगाई आग, मौत bbox=[203, 1921, 566, 1979]
brief-title: जेईई मेन की परीक्षा 6 अप्रैल से होगी शुरू bbox=[29, 1005, 173, 1047]
betwa-author-note: (लेखक प्रख्यात गांधीवादी व आयकर विभाग के रिटायर्ड प्रिंसिपल चीफ कमिश्नर हैं।) bbox=[1142, 2264, 1406, 2275]
instagram-icon: ◎ bbox=[724, 253, 744, 273]
cbi-article bbox=[965, 788, 1337, 1171]
kisan-sub2-title: मैंने फर्जीवाड़ा की शिकायत कलेक्टर से की bbox=[597, 703, 755, 741]
cbi-body: प्रधानमंत्री नरेन्द्र मोदी ने सोमवार को नई दिल्ली में केंद्रीय जांच एजेंसी सीबीआई की डायमंड जुबली कार्यक्रम का उद्घाटन किया। इस अवसर पर प्रधानमंत्री ने कहा कि मुझे पता है कि जिन लोगों के खिलाफ आप कार्रवाई कर रहे हैं, वे बहुत शक्तिशाली हैं। वे सालों से सरकार और व्यवस्था का हिस्सा रहे हैं। कुछ राज्यों में आज भी वे सत्ता में हैं, लेकिन सीबीआई को अपने काम पर ध्यान देना है। किसी भी भ्रष्ट व्यक्ति को बख्शा नहीं जाना चाहिए। पीएम ने कहा, आज देश में भ्रष्टाचार के खिलाफ लड़ने के लिए राजनीतिक इच्छाशक्ति में कोई कमी नहीं है। आपको कहीं भी हिचकने, कहीं रुकने की जरूरत नहीं है। bbox=[965, 895, 1192, 1075]
table-cell: 2,294 bbox=[727, 610, 785, 631]
betwa-byline: डॉ. आरके पालीवाल bbox=[608, 2026, 753, 2043]
table-cell: मुहेर bbox=[594, 610, 685, 631]
table-cell: 600 bbox=[727, 549, 785, 570]
table-header-cell: गांव bbox=[594, 529, 685, 549]
table-cell: 3,615 bbox=[888, 610, 947, 631]
betwa-side3-body: भोपाल से 15 किमी दूर रायसेन जिले के रातापानी अभयारण्य के वन ग्राम झिरी में छोटी जलधारा के रूप में प्रकट होती है बेतवा। यह कलियासोत, केरवा आदि कई सहायक नदियों से मिलकर मप्र और यूपी के कई करोड़ लोगों के लिए जीवनदायिनी बन जाती है। हमीरपुर के पास यमुना में संगम तक यह करीब 500 किमी सफर तय करती है। इस मार्ग में बेतवा पर बने बांध और मातासीला आदि कई बड़े बांध भी हैं। bbox=[1142, 2203, 1529, 2259]
sbi-article bbox=[1358, 1186, 1529, 1546]
ipl-logo-text: IPL bbox=[103, 305, 160, 343]
etihad-body: बेंगलुरू। बेंगलुरु से अबू धाबी के लिए रवाना हुई एतिहाद एयरवेज की फ्लाइट ईवाई 237 (ए 237) में अचानक तकनीकी खराबी आई गई। यह घटना 2 अप्रैल की है। तकनीकी गड़बड़ी का पता चलने के बाद फ्लाइट को टेक ऑफ के तुरंत बाद बेंगलुरू एयरपोर्ट पर वापस इमरजेंसी लैंडिंग कराई गई। हालांकि, तकनीकी निरीक्षण के बाद फ्लाइट ने दोबारा अबू धाबी के लिए उड़ान भरी। bbox=[608, 1255, 776, 1389]
betwa-side-3 bbox=[1142, 2180, 1529, 2275]
ipl-time: शाम 7:30 बजे, दिल्ली bbox=[48, 412, 167, 426]
table-cell: 33 bbox=[846, 590, 888, 610]
kisan-headline: अकेले सिंगरौली में ही 67 हजार से अधिक अपात्र किसान, होगी वसूली bbox=[203, 330, 876, 453]
page-number-value: 4 bbox=[87, 22, 148, 123]
rahul-subhead: सजा रोकने की अपील पर 13 अप्रैल को होगी सुनवाई bbox=[965, 367, 1529, 396]
rahul-byline bbox=[965, 442, 1151, 470]
drone-headline: फर्जीवाड़ा रोकने 9 जिलों में रबी फसल का ड्रोन से सर्वे bbox=[407, 956, 912, 985]
train-col-1 bbox=[203, 2032, 378, 2201]
pradeep-byline bbox=[203, 1291, 355, 1320]
column-divider bbox=[1340, 788, 1341, 1166]
kuno-headline: कूनो से फिर भागा चीता, पार्वती-बड़ौदा गांव के खेतों में दिखा, मूवमेंट पर नजर bbox=[974, 1563, 1525, 1629]
kisan-article bbox=[203, 291, 948, 948]
brief-item bbox=[29, 701, 186, 1000]
facebook-circle-icon: f bbox=[188, 253, 208, 273]
column-divider bbox=[1349, 1186, 1350, 1546]
train-images bbox=[387, 2026, 590, 2154]
etihad-headline: एतिहाद एयरवेज की फ्लाइट ईवाइ 237 की हुई इमरजेंसी लैंडिंग bbox=[608, 1185, 765, 1249]
table-cell: 165 bbox=[685, 610, 727, 631]
village-table-source: स्रोत : विधानसभा में दी गई जानकारी bbox=[817, 677, 942, 688]
series-badge bbox=[988, 2032, 1128, 2090]
rahul-headline: मानहानि केस मामले में राहुल गांधी को सूरत सेशन कोर्ट से मिली जमानत bbox=[965, 290, 1483, 364]
ncert-sidebar-title: हिन्दी की किताब में भी किए गए बदलाव bbox=[578, 1662, 745, 1700]
website-link[interactable] bbox=[1042, 253, 1265, 273]
shivraj-body: अनूपपुर। महावीर जयंती पर मुख्यमंत्री शिवराज सिंह चौहान ने सोमवार को अमरकंटक में मां नर्मदा का पूजन अर्चन किया। बाद में मुख्यमंत्री सर्वोदय जैन तीर्थ पहुंचे। उन्होंने वहां सर्वोदय तीर्थ पंचकल्याणक महोत्सव में शिरकत की। वहां पर सीएम ने आचार्य विद्यासागर से भेंट की और उनका आशीर्वाद लिया। bbox=[1198, 1222, 1337, 1371]
pradeep-headline: पं. प्रदीप मिश्रा की कथा के चलते 7 दिन महाकाल के गर्भगृह में रोक bbox=[203, 1185, 556, 1246]
brief-page-ref[interactable]: देखें पेज-8 bbox=[142, 680, 186, 693]
kisan-sub1 bbox=[407, 703, 581, 834]
whatsapp-link[interactable] bbox=[498, 253, 701, 273]
betwa-body-3: है। बेतवा को मंडीदीप का औद्योगिक कचरा मार रहा है। बेतवा के पहले कलियासोत नदी में मिलकर यह गंदगी बेतवा में गिरती है। विदिशा में भोपाल वाले का जल-मल नदी में फेंका जा रहा है। bbox=[1000, 2219, 1134, 2307]
rahul-box-title: याचिकाकर्ता से 10 अप्रैल तक मांगा जवाब bbox=[1160, 625, 1529, 652]
instagram-link[interactable] bbox=[724, 253, 1019, 273]
